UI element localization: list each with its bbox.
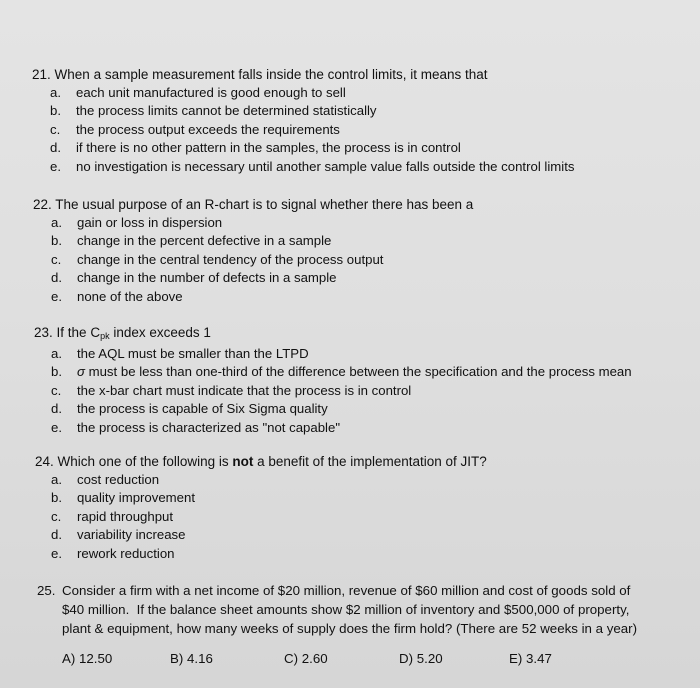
question-22-text: 22. The usual purpose of an R-chart is to signal whether there has been a bbox=[33, 197, 474, 212]
option-24e: e. rework reduction bbox=[51, 545, 175, 561]
question-24-options bbox=[51, 471, 487, 563]
question-25-line3: plant & equipment, how many weeks of supply does the firm hold? (There are 52 weeks in a year) bbox=[62, 621, 638, 636]
option-23d: d. the process is capable of Six Sigma quality bbox=[51, 401, 328, 417]
question-24 bbox=[35, 453, 487, 563]
answer-c: C) 2.60 bbox=[284, 651, 328, 666]
option-22b: b. change in the percent defective in a sample bbox=[51, 233, 332, 249]
answer-a: A) 12.50 bbox=[62, 651, 113, 666]
option-21e: e. no investigation is necessary until another sample value falls outside the control limits bbox=[50, 158, 575, 174]
option-24c: c. rapid throughput bbox=[51, 508, 174, 524]
question-25 bbox=[37, 581, 637, 668]
option-23c: c. the x-bar chart must indicate that the process is in control bbox=[51, 382, 412, 398]
question-25-line1: 25. Consider a firm with a net income of $20 million, revenue of $60 million and cost of goods sold of bbox=[37, 583, 631, 598]
question-23 bbox=[34, 324, 632, 437]
question-22 bbox=[33, 196, 473, 306]
answer-e: E) 3.47 bbox=[509, 651, 552, 666]
question-21-text: 21. When a sample measurement falls inside the control limits, it means that bbox=[32, 67, 488, 82]
question-22-options bbox=[51, 214, 473, 306]
question-21 bbox=[32, 66, 574, 176]
option-21b: b. the process limits cannot be determined statistically bbox=[50, 103, 377, 119]
option-21d: d. if there is no other pattern in the samples, the process is in control bbox=[50, 140, 461, 156]
answer-b: B) 4.16 bbox=[170, 651, 213, 666]
question-24-text: 24. Which one of the following is not a benefit of the implementation of JIT? bbox=[35, 454, 487, 469]
option-22d: d. change in the number of defects in a sample bbox=[51, 270, 337, 286]
question-21-options bbox=[50, 84, 574, 176]
question-25-line2: $40 million. If the balance sheet amounts show $2 million of inventory and $500,000 of property, bbox=[62, 602, 630, 617]
option-22a: a. gain or loss in dispersion bbox=[51, 215, 223, 230]
option-24a: a. cost reduction bbox=[51, 472, 160, 487]
option-24d: d. variability increase bbox=[51, 527, 186, 543]
option-24b: b. quality improvement bbox=[51, 490, 196, 506]
question-23-options bbox=[51, 345, 632, 437]
answer-choices bbox=[37, 649, 637, 668]
question-23-text: 23. If the $C_{pk}$ index exceeds 1 bbox=[34, 325, 211, 341]
option-23a: a. the AQL must be smaller than the LTPD bbox=[51, 346, 309, 361]
option-21c: c. the process output exceeds the requirements bbox=[50, 121, 340, 137]
option-23b: b. σ must be less than one-third of the difference between the specification and the process mean bbox=[51, 364, 632, 380]
option-21a: a. each unit manufactured is good enough to sell bbox=[50, 85, 346, 100]
option-23e: e. the process is characterized as "not capable" bbox=[51, 419, 340, 435]
option-22e: e. none of the above bbox=[51, 288, 183, 304]
option-22c: c. change in the central tendency of the process output bbox=[51, 251, 384, 267]
answer-d: D) 5.20 bbox=[399, 651, 443, 666]
